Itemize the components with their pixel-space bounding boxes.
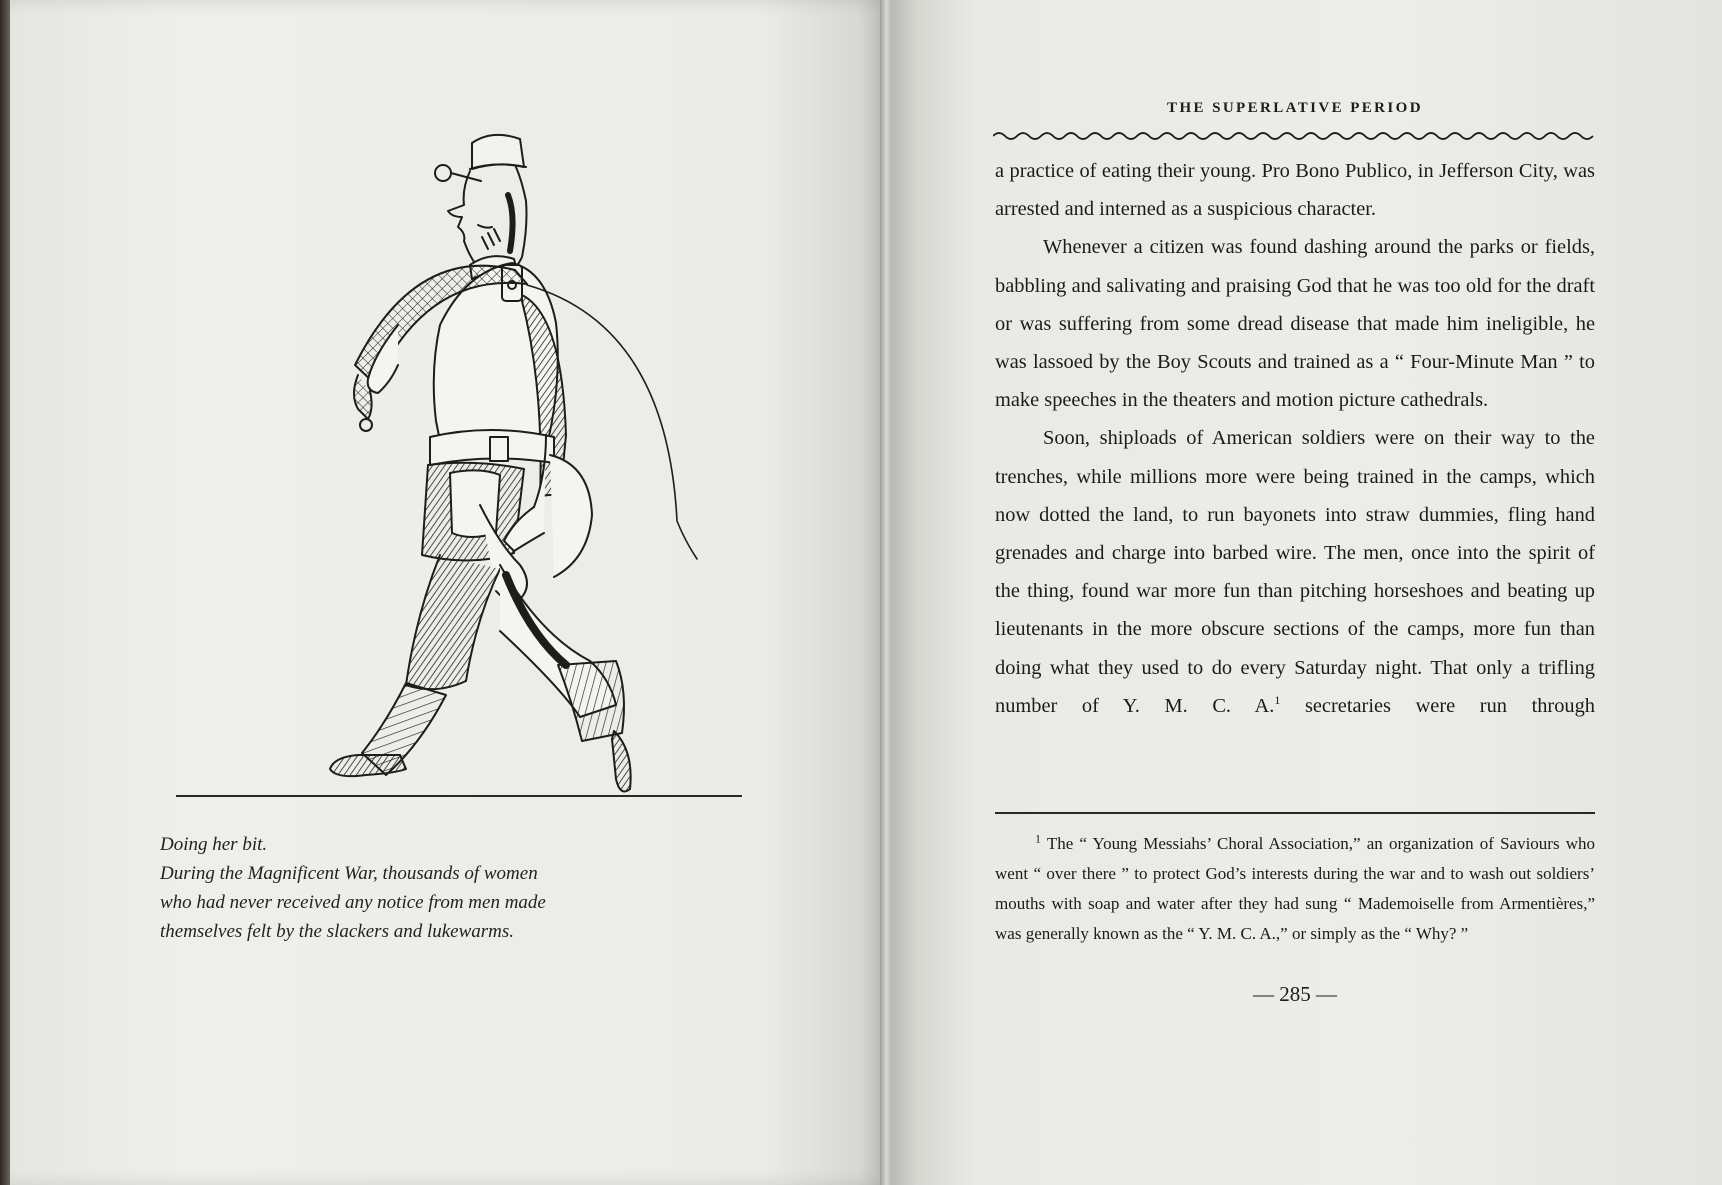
illustration-ground-line: [176, 795, 742, 797]
caption-line: themselves felt by the slackers and lukewarms.: [160, 921, 515, 942]
illustration-caption: [160, 830, 630, 946]
caption-line: During the Magnificent War, thousands of women: [160, 863, 538, 884]
paragraph: a practice of eating their young. Pro Bono Publico, in Jefferson City, was arrested and interned as a suspicious character.: [995, 160, 1595, 221]
page-number: — 285 —: [1253, 982, 1337, 1006]
paragraph-text: Soon, shiploads of American soldiers were on their way to the trenches, while millions more were being trained in the camps, which now dotted the land, to run bayonets into straw dummies, fling hand grenades and charge into barbed wire. The men, once into the spirit of the thing, found war more fun than pitching horseshoes and beating up lieutenants in the more obscure sections of the camps, more fun than doing what they used to do every Saturday night. That only a trifling number of Y. M. C. A.: [995, 427, 1595, 717]
footnote-marker: 1: [1035, 831, 1041, 846]
caption-line: who had never received any notice from men made: [160, 892, 546, 913]
caption-title: Doing her bit.: [160, 834, 268, 855]
wavy-rule: [993, 128, 1595, 144]
paragraph: [995, 419, 1595, 725]
footnote: [995, 829, 1595, 949]
paragraph-text: secretaries were run through: [1280, 694, 1596, 717]
book-edge: [0, 0, 10, 1185]
footnote-reference: 1: [1274, 693, 1281, 708]
running-head: THE SUPERLATIVE PERIOD: [1167, 100, 1423, 116]
paragraph: Whenever a citizen was found dashing around the parks or fields, babbling and salivating and praising God that he was too old for the draft or was suffering from some dread disease that made him ineligible, he was lassoed by the Boy Scouts and trained as a “ Four-Minute Man ” to make speeches in the theaters and motion picture cathedrals.: [995, 236, 1595, 412]
soldier-illustration: [170, 125, 750, 805]
footnote-rule: [995, 812, 1595, 814]
body-text: [995, 152, 1595, 725]
footnote-text: The “ Young Messiahs’ Choral Association,” an organization of Saviours who went “ over there ” to protect God’s interests during the war and to wash out soldiers’ mouths with soap and water after they had sung “ Mademoiselle from Armentières,” was generally known as the “ Y. M. C. A.,” or simply as the “ Why? ”: [995, 834, 1595, 943]
